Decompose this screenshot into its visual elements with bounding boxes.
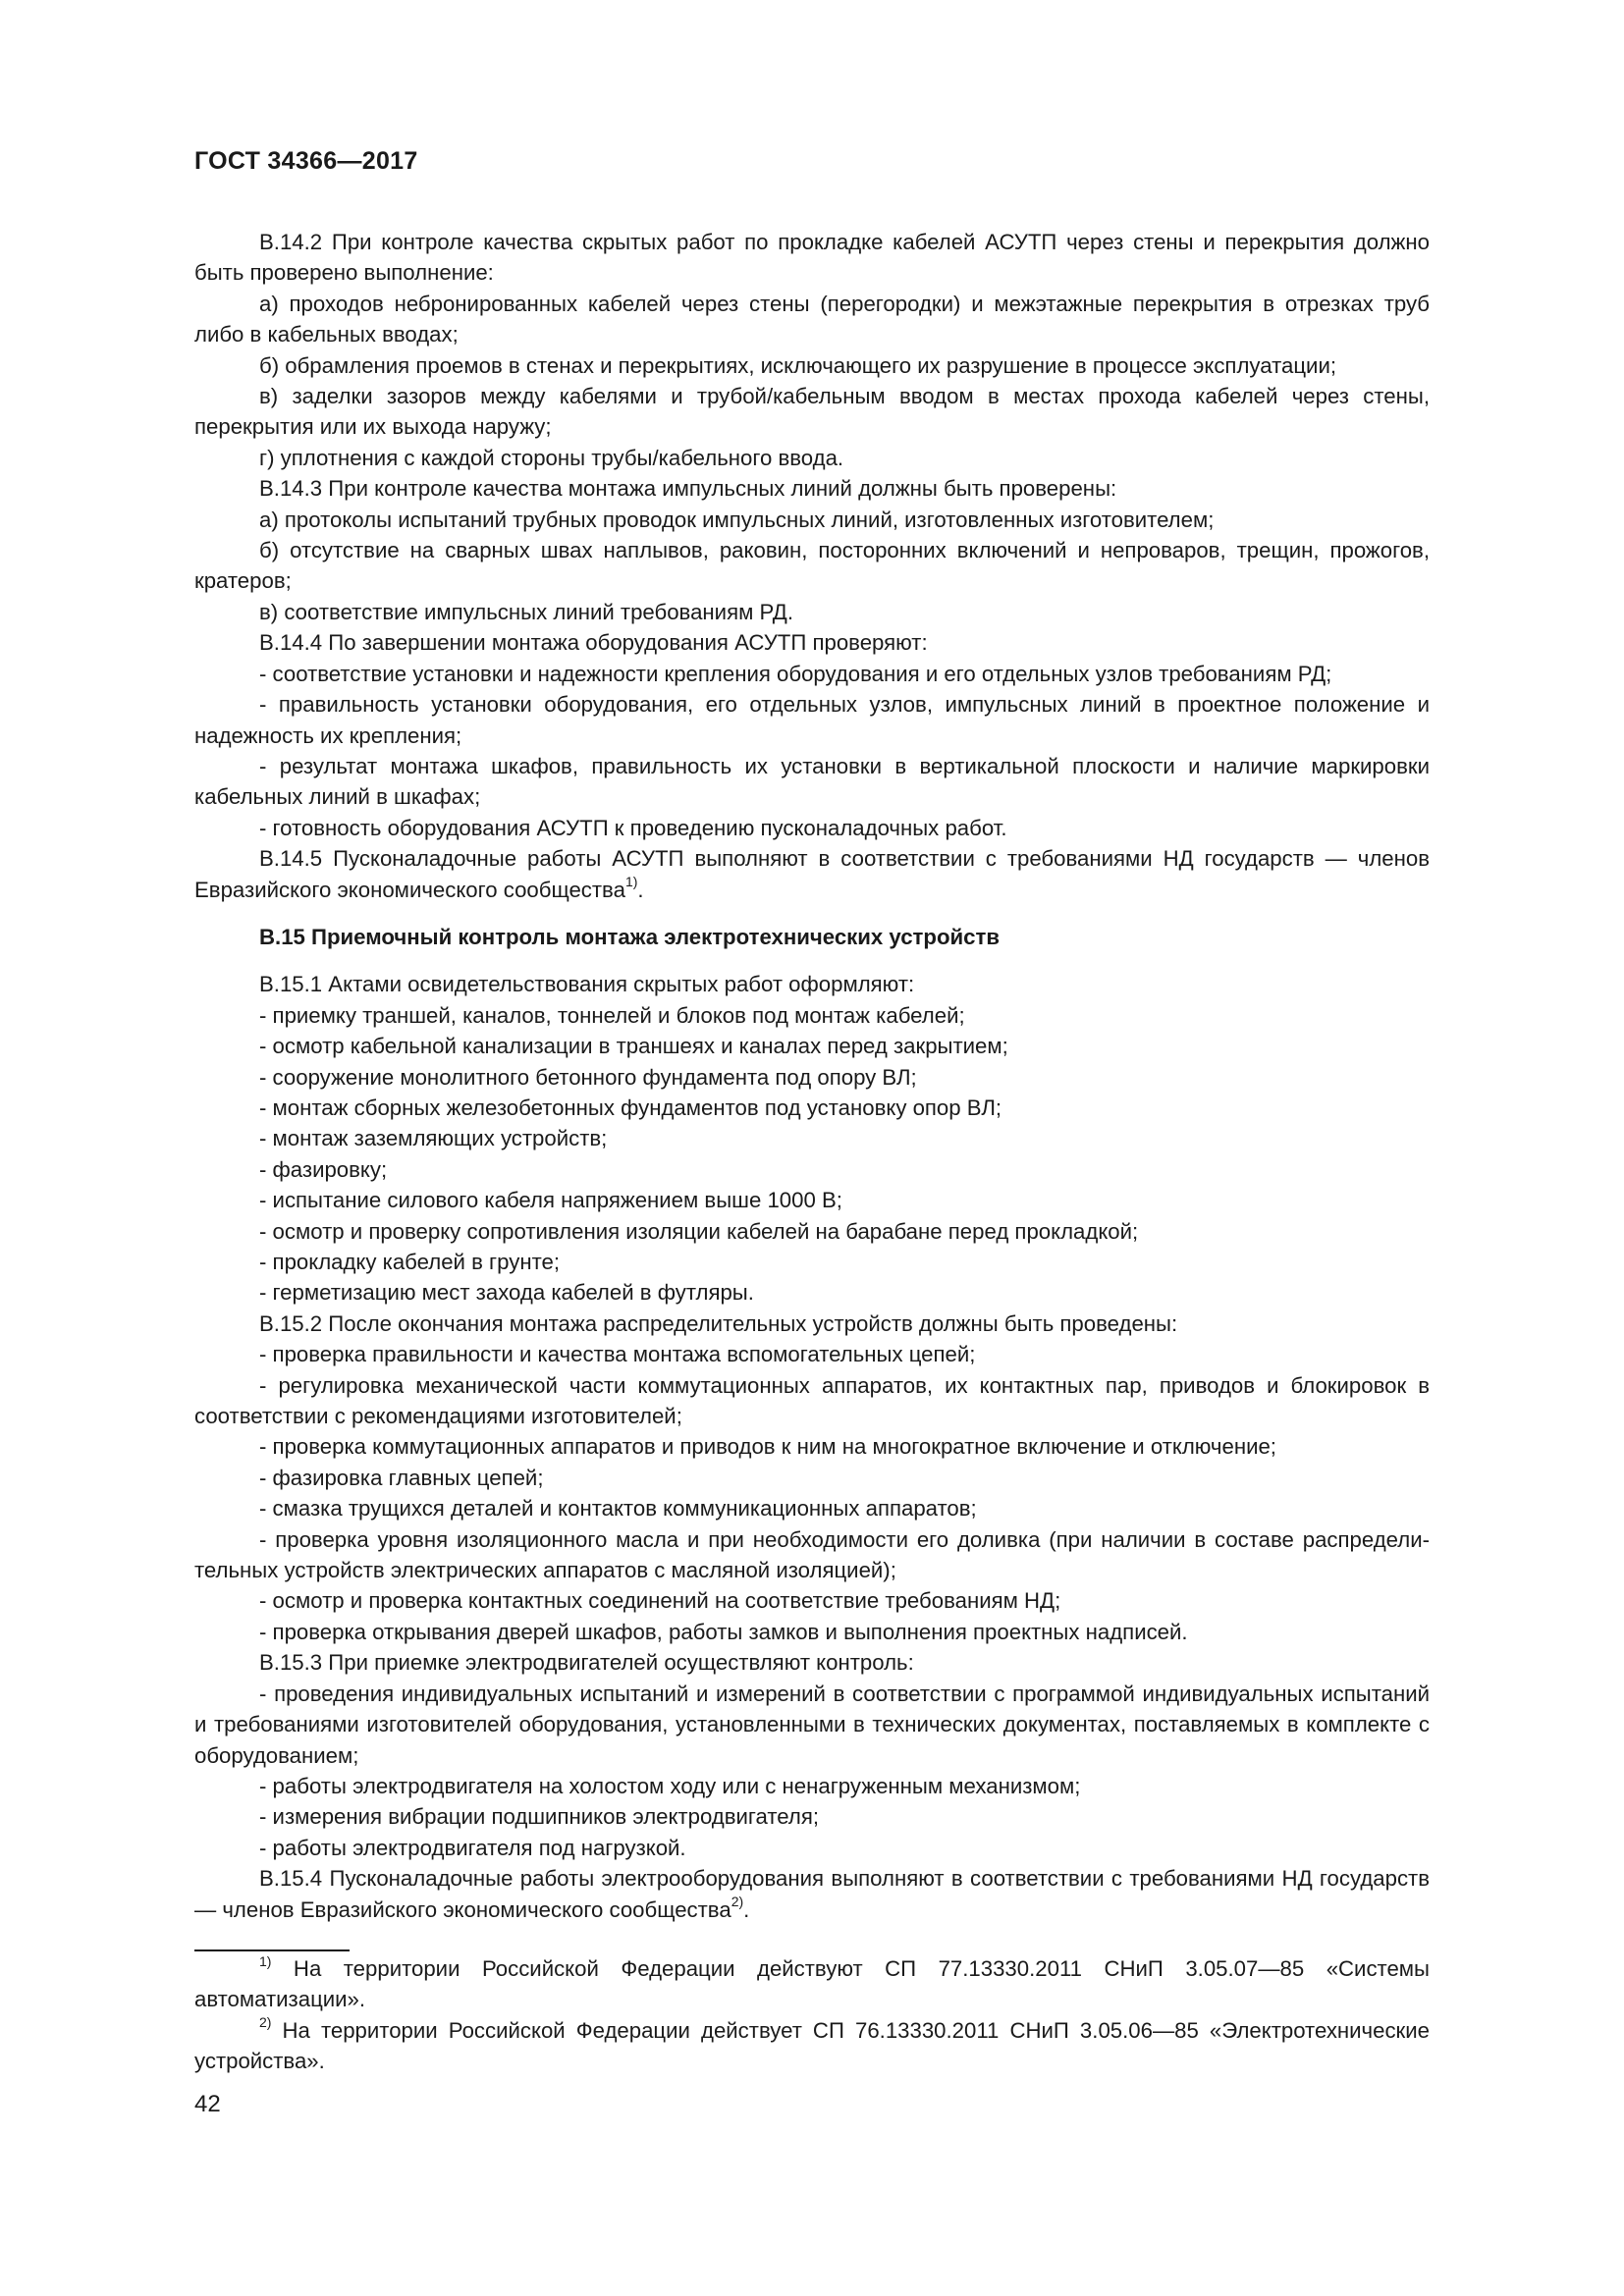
footnote-mark: 1) (259, 1952, 272, 1969)
list-item: - работы электродвигателя под нагрузкой. (259, 1835, 686, 1860)
paragraph (194, 843, 1430, 905)
paragraph-end: . (743, 1896, 750, 1922)
list-item: - измерения вибрации подшипников электродвигателя; (259, 1804, 820, 1830)
paragraph: - готовность оборудования АСУТП к проведению пусконаладочных работ. (259, 815, 1007, 840)
list-item: - осмотр и проверка контактных соединений на соответствие требованиям НД; (259, 1588, 1061, 1614)
list-item: - фазировку; (259, 1156, 388, 1182)
paragraph-text: В.14.5 Пусконаладочные работы АСУТП выполняют в соответствии с требованиями НД государств — членов Евразийского экономического сообщества (194, 846, 1430, 902)
paragraph: В.15.1 Актами освидетельствования скрытых работ оформляют: (259, 972, 915, 997)
footnote-text: На территории Российской Федерации действуют СП 77.13330.2011 СНиП 3.05.07—85 «Системы автоматизации». (194, 1956, 1430, 2012)
footnote-mark: 2) (259, 2014, 272, 2031)
paragraph (194, 1863, 1430, 1925)
list-item: - осмотр кабельной канализации в траншеях и каналах перед закрытием; (259, 1034, 1008, 1059)
paragraph: б) отсутствие на сварных швах наплывов, раковин, посторонних включений и непроваров, трещин, прожогов, кратеров; (194, 538, 1430, 594)
paragraph: а) проходов небронированных кабелей через стены (перегородки) и межэтажные перекрытия в отрезках труб либо в кабельных вводах; (194, 291, 1430, 347)
paragraph: г) уплотнения с каждой стороны трубы/кабельного ввода. (259, 445, 844, 470)
list-item: - герметизацию мест захода кабелей в футляры. (259, 1280, 754, 1306)
main-text (194, 227, 1430, 1925)
footnote-ref: 2) (731, 1894, 744, 1910)
footnote (194, 1953, 1430, 2015)
paragraph: В.15.3 При приемке электродвигателей осуществляют контроль: (259, 1650, 914, 1676)
list-item: - проверка открывания дверей шкафов, работы замков и выполнения проектных надписей. (259, 1619, 1188, 1644)
list-item: - прокладку кабелей в грунте; (259, 1250, 560, 1274)
paragraph: в) соответствие импульсных линий требованиям РД. (259, 599, 794, 624)
paragraph-end: . (637, 877, 644, 902)
list-item: - приемку траншей, каналов, тоннелей и блоков под монтаж кабелей; (259, 1002, 965, 1028)
document-header: ГОСТ 34366—2017 (194, 147, 418, 175)
paragraph: а) протоколы испытаний трубных проводок импульсных линий, изготовленных изготовителем; (259, 507, 1215, 532)
list-item: - монтаж сборных железобетонных фундаментов под установку опор ВЛ; (259, 1095, 1002, 1120)
section-heading: В.15 Приемочный контроль монтажа электротехнических устройств (259, 924, 1001, 949)
list-item: - проведения индивидуальных испытаний и измерений в соответствии с программой индивидуальных испытаний и требованиями изготовителей оборудования, установленными в технических документах, поставляемых в комплекте с оборудованием; (194, 1681, 1430, 1768)
list-item: - сооружение монолитного бетонного фундамента под опору ВЛ; (259, 1064, 917, 1090)
list-item: - проверка правильности и качества монтажа вспомогательных цепей; (259, 1342, 976, 1367)
footnote-divider (194, 1949, 350, 1951)
list-item: - осмотр и проверку сопротивления изоляции кабелей на барабане перед прокладкой; (259, 1218, 1139, 1244)
paragraph: в) заделки зазоров между кабелями и трубой/кабельным вводом в местах прохода кабелей через стены, перекрытия или их выхода наружу; (194, 384, 1430, 440)
paragraph: В.14.3 При контроле качества монтажа импульсных линий должны быть проверены: (259, 476, 1117, 502)
paragraph: б) обрамления проемов в стенах и перекрытиях, исключающего их разрушение в процессе эксплуатации; (259, 352, 1337, 378)
paragraph: - результат монтажа шкафов, правильность их установки в вертикальной плоскости и наличие маркировки кабельных линий в шкафах; (194, 753, 1430, 810)
list-item: - проверка коммутационных аппаратов и приводов к ним на многократное включение и отключение; (259, 1434, 1276, 1460)
list-item: - монтаж заземляющих устройств; (259, 1126, 608, 1151)
footnote (194, 2015, 1430, 2077)
paragraph: В.14.4 По завершении монтажа оборудования АСУТП проверяют: (259, 630, 928, 656)
paragraph: - правильность установки оборудования, его отдельных узлов, импульсных линий в проектное положение и надежность их крепления; (194, 692, 1430, 748)
list-item: - испытание силового кабеля напряжением выше 1000 В; (259, 1188, 842, 1213)
paragraph: В.14.2 При контроле качества скрытых работ по прокладке кабелей АСУТП через стены и перекрытия должно быть проверено выполнение: (194, 230, 1430, 286)
paragraph-text: В.15.4 Пусконаладочные работы электрооборудования выполняют в соответствии с требованиями НД государств — членов Евразийского экономического сообщества (194, 1866, 1430, 1922)
footnotes (194, 1953, 1430, 2077)
list-item: - смазка трущихся деталей и контактов коммуникационных аппаратов; (259, 1496, 977, 1522)
list-item: - регулировка механической части коммутационных аппаратов, их контактных пар, приводов и блокировок в соответствии с рекомендациями изготовителей; (194, 1372, 1430, 1429)
list-item: - работы электродвигателя на холостом ходу или с ненагруженным механизмом; (259, 1773, 1081, 1798)
paragraph: В.15.2 После окончания монтажа распределительных устройств должны быть проведены: (259, 1310, 1178, 1336)
paragraph: - соответствие установки и надежности крепления оборудования и его отдельных узлов требованиям РД; (259, 661, 1332, 686)
page-number: 42 (194, 2091, 221, 2117)
list-item: - фазировка главных цепей; (259, 1465, 544, 1490)
footnote-ref: 1) (624, 874, 638, 890)
list-item: - проверка уровня изоляционного масла и при необходимости его доливка (при наличии в составе распределительных устройств электрических аппаратов с масляной изоляцией); (194, 1526, 1430, 1583)
footnote-text: На территории Российской Федерации действует СП 76.13330.2011 СНиП 3.05.06—85 «Электротехнические устройства». (194, 2017, 1430, 2074)
